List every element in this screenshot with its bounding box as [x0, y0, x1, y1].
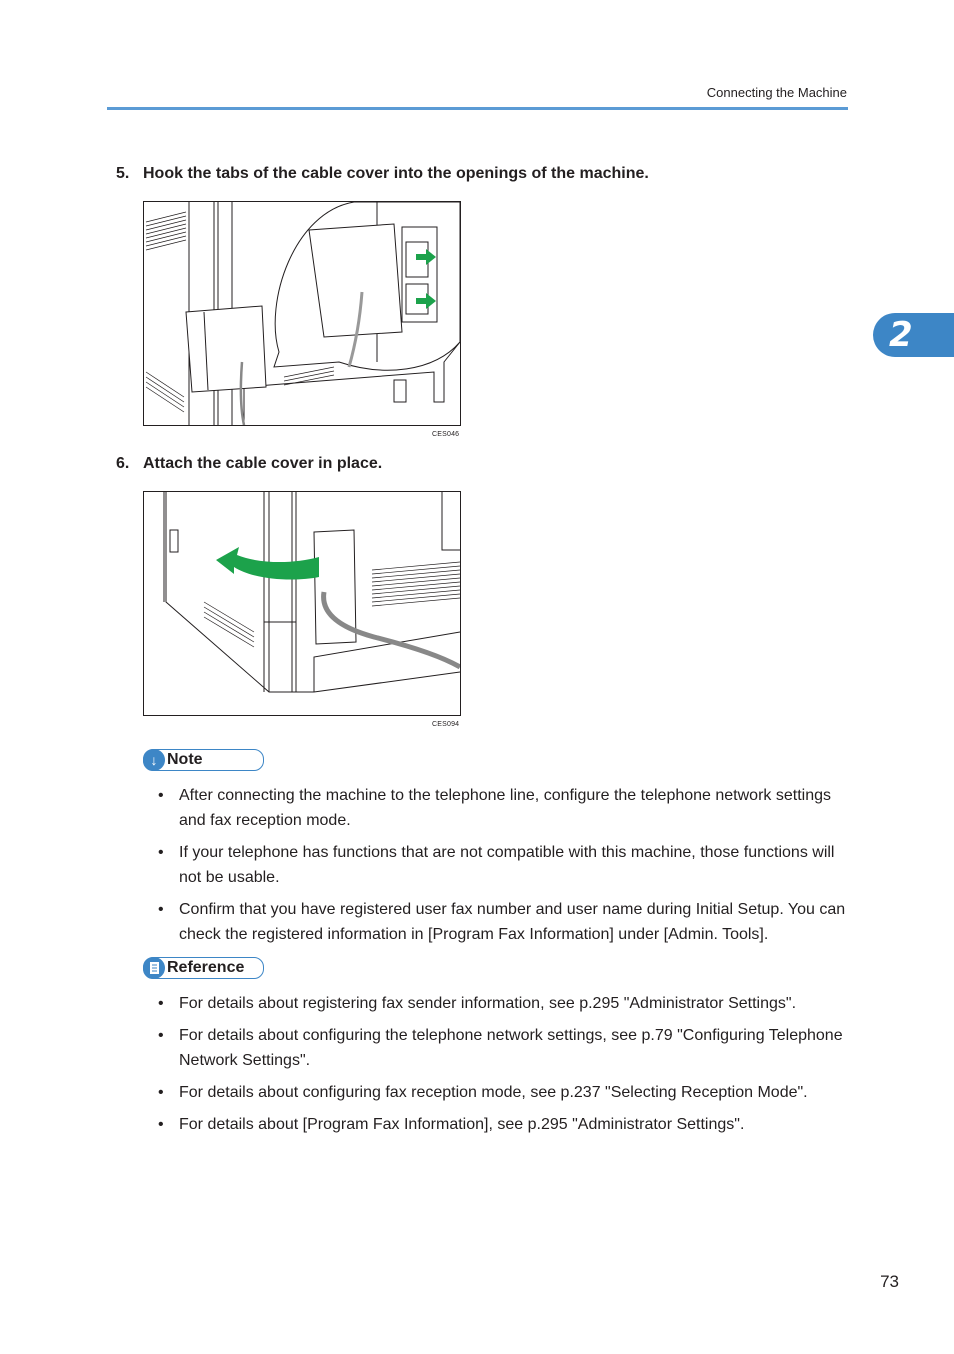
step-text: Attach the cable cover in place.: [143, 455, 383, 472]
bullet: •: [158, 995, 164, 1012]
figure-code: CES094: [432, 721, 460, 728]
step-text: Hook the tabs of the cable cover into the openings of the machine.: [143, 165, 649, 182]
reference-list: [158, 991, 858, 1144]
bullet: •: [158, 1027, 164, 1044]
list-item: • For details about configuring the telephone network settings, see p.79 "Configuring Telephone Network Settings".: [158, 1023, 858, 1073]
illustration-hook-cable-cover: [144, 202, 460, 425]
chapter-number: 2: [889, 315, 913, 355]
step-number: 5.: [116, 165, 130, 182]
figure-attach-cable-cover: [143, 491, 461, 716]
bullet: •: [158, 844, 164, 861]
note-badge: [143, 749, 264, 771]
running-header: Connecting the Machine: [706, 85, 847, 100]
figure-hook-cable-cover: [143, 201, 461, 426]
list-item: • For details about configuring fax reception mode, see p.237 "Selecting Reception Mode".: [158, 1080, 858, 1105]
note-list: [158, 783, 858, 954]
reference-label: Reference: [167, 959, 245, 976]
list-item: • If your telephone has functions that are not compatible with this machine, those functions will not be usable.: [158, 840, 858, 890]
step-number: 6.: [116, 455, 130, 472]
bullet: •: [158, 901, 164, 918]
step-6: [116, 455, 382, 473]
bullet: •: [158, 1084, 164, 1101]
header-rule: [107, 107, 848, 110]
illustration-attach-cable-cover: [144, 492, 460, 715]
down-arrow-icon: ↓: [143, 749, 165, 771]
page-number: 73: [880, 1272, 899, 1291]
bullet: •: [158, 787, 164, 804]
figure-code: CES046: [432, 431, 460, 438]
bullet: •: [158, 1116, 164, 1133]
document-icon: [143, 957, 165, 979]
reference-badge: [143, 957, 264, 979]
step-5: [116, 165, 649, 183]
note-label: Note: [167, 751, 203, 768]
list-item: • After connecting the machine to the telephone line, configure the telephone network settings and fax reception mode.: [158, 783, 858, 833]
list-item: • Confirm that you have registered user fax number and user name during Initial Setup. You can check the registered information in [Program Fax Information] under [Admin. Tools].: [158, 897, 858, 947]
list-item: • For details about [Program Fax Information], see p.295 "Administrator Settings".: [158, 1112, 858, 1137]
list-item: • For details about registering fax sender information, see p.295 "Administrator Settings".: [158, 991, 858, 1016]
chapter-tab: [873, 313, 954, 357]
